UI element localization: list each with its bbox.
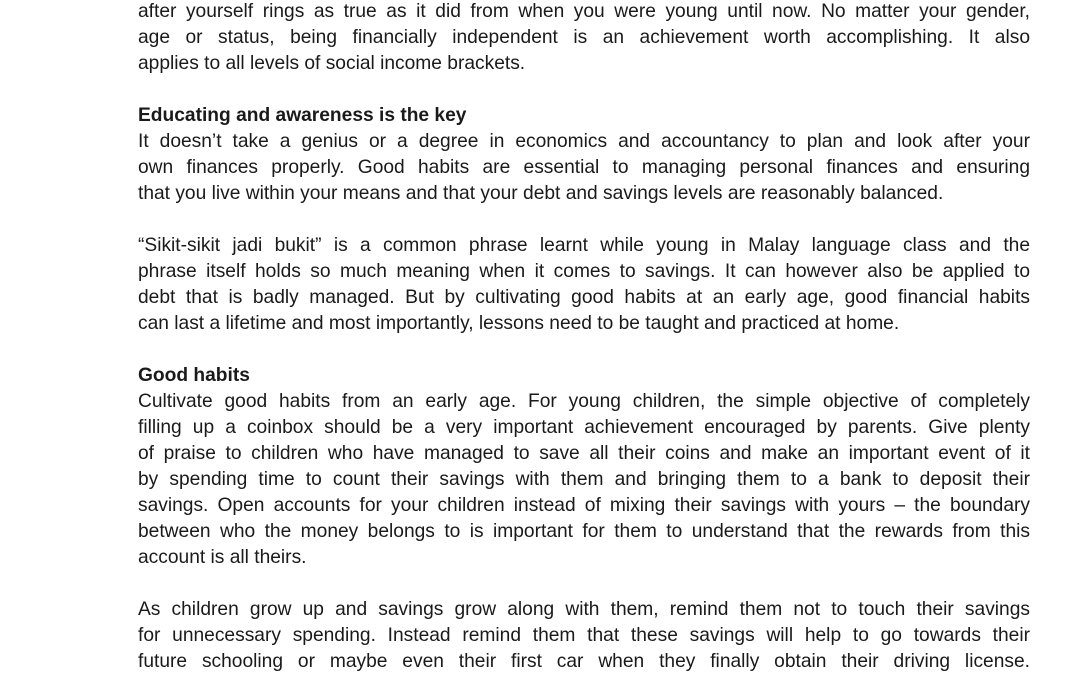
paragraph (138, 597, 1030, 675)
text-line: As children grow up and savings grow along with them, remind them not to touch their savings (138, 599, 1030, 620)
paragraph-gap (138, 571, 1030, 597)
text-line: savings. Open accounts for your children instead of mixing their savings with yours – the boundary (138, 495, 1030, 516)
intro-paragraph (138, 0, 1030, 77)
text-line: after yourself rings as true as it did from when you were young until now. No matter your gender, (138, 1, 1030, 22)
text-line: It doesn’t take a genius or a degree in economics and accountancy to plan and look after your (138, 131, 1030, 152)
text-line: that you live within your means and that your debt and savings levels are reasonably balanced. (138, 183, 944, 204)
paragraph (138, 233, 1030, 337)
paragraph-gap (138, 77, 1030, 103)
paragraph (138, 129, 1030, 207)
section-good-habits (138, 363, 1030, 675)
document-page (138, 0, 1030, 675)
text-line: Cultivate good habits from an early age. For young children, the simple objective of completely (138, 391, 1030, 412)
text-line: own finances properly. Good habits are essential to managing personal finances and ensuring (138, 157, 1030, 178)
paragraph-gap (138, 337, 1030, 363)
text-line: between who the money belongs to is important for them to understand that the rewards from this (138, 521, 1030, 542)
paragraph (138, 389, 1030, 571)
text-line: “Sikit-sikit jadi bukit” is a common phrase learnt while young in Malay language class and the (138, 235, 1030, 256)
text-line: filling up a coinbox should be a very important achievement encouraged by parents. Give plenty (138, 417, 1030, 438)
text-line: future schooling or maybe even their first car when they finally obtain their driving license. (138, 651, 1030, 672)
text-line: age or status, being financially independent is an achievement worth accomplishing. It also (138, 27, 1030, 48)
text-line: for unnecessary spending. Instead remind them that these savings will help to go towards their (138, 625, 1030, 646)
section-educating-awareness (138, 103, 1030, 337)
text-line: can last a lifetime and most importantly, lessons need to be taught and practiced at home. (138, 313, 900, 334)
text-line: debt that is badly managed. But by cultivating good habits at an early age, good financial habits (138, 287, 1030, 308)
text-line: account is all theirs. (138, 547, 307, 568)
text-line: applies to all levels of social income brackets. (138, 53, 526, 74)
paragraph-gap (138, 207, 1030, 233)
section-heading: Good habits (138, 365, 250, 386)
text-line: by spending time to count their savings with them and bringing them to a bank to deposit their (138, 469, 1030, 490)
text-line: of praise to children who have managed to save all their coins and make an important event of it (138, 443, 1030, 464)
section-heading: Educating and awareness is the key (138, 105, 467, 126)
text-line: phrase itself holds so much meaning when it comes to savings. It can however also be applied to (138, 261, 1030, 282)
